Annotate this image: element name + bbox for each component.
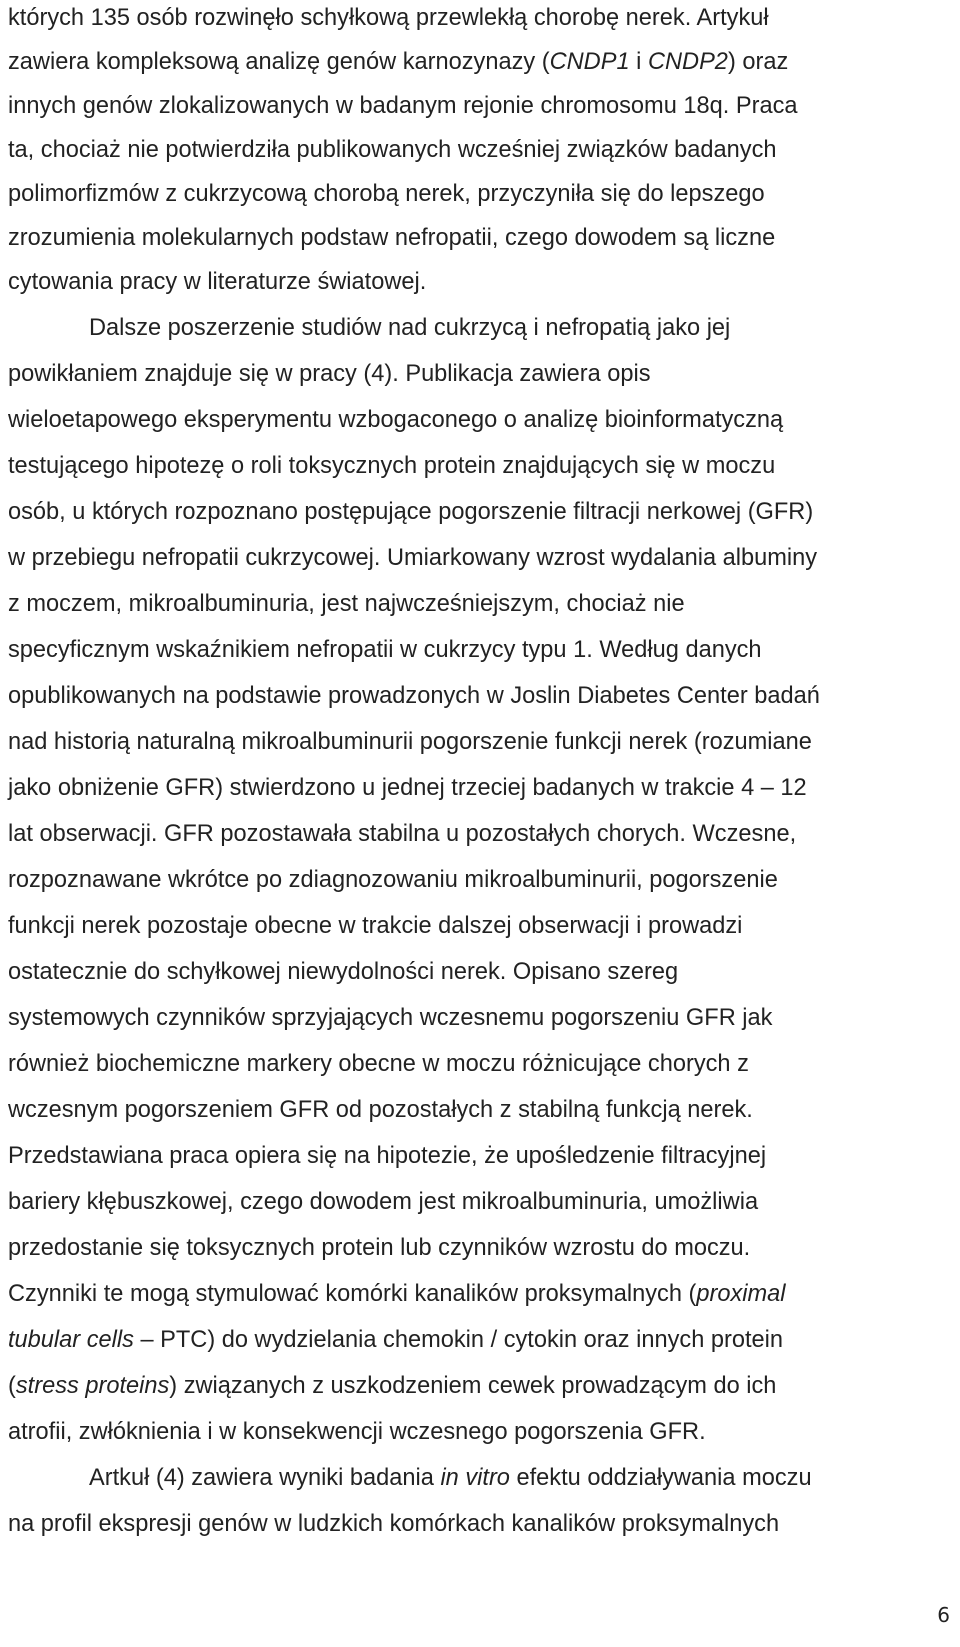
text-line: zawiera kompleksową analizę genów karnozynazy (CNDP1 i CNDP2) oraz <box>8 49 789 75</box>
text-line: wieloetapowego eksperymentu wzbogaconego o analizę bioinformatyczną <box>8 407 784 433</box>
text-line: tubular cells – PTC) do wydzielania chemokin / cytokin oraz innych protein <box>8 1327 784 1353</box>
text-line: powikłaniem znajduje się w pracy (4). Publikacja zawiera opis <box>8 361 651 387</box>
text-line: wczesnym pogorszeniem GFR od pozostałych z stabilną funkcją nerek. <box>8 1097 753 1123</box>
text-line: ostatecznie do schyłkowej niewydolności nerek. Opisano szereg <box>8 959 679 985</box>
text-line: lat obserwacji. GFR pozostawała stabilna u pozostałych chorych. Wczesne, <box>8 821 797 847</box>
text-line: polimorfizmów z cukrzycową chorobą nerek, przyczyniła się do lepszego <box>8 181 765 207</box>
text-line: na profil ekspresji genów w ludzkich komórkach kanalików proksymalnych <box>8 1511 780 1537</box>
page-number: 6 <box>937 1603 950 1627</box>
text-line: w przebiegu nefropatii cukrzycowej. Umiarkowany wzrost wydalania albuminy <box>8 545 818 571</box>
text-line: specyficznym wskaźnikiem nefropatii w cukrzycy typu 1. Według danych <box>8 637 762 663</box>
text-line: również biochemiczne markery obecne w moczu różnicujące chorych z <box>8 1051 749 1077</box>
text-line: (stress proteins) związanych z uszkodzeniem cewek prowadzącym do ich <box>8 1373 777 1399</box>
text-line: Dalsze poszerzenie studiów nad cukrzycą i nefropatią jako jej <box>89 315 731 341</box>
text-line: zrozumienia molekularnych podstaw nefropatii, czego dowodem są liczne <box>8 225 776 251</box>
text-line: Czynniki te mogą stymulować komórki kanalików proksymalnych (proximal <box>8 1281 786 1307</box>
text-line: rozpoznawane wkrótce po zdiagnozowaniu mikroalbuminurii, pogorszenie <box>8 867 778 893</box>
text-line: osób, u których rozpoznano postępujące pogorszenie filtracji nerkowej (GFR) <box>8 499 814 525</box>
text-line: testującego hipotezę o roli toksycznych protein znajdujących się w moczu <box>8 453 776 479</box>
text-line: funkcji nerek pozostaje obecne w trakcie dalszej obserwacji i prowadzi <box>8 913 743 939</box>
text-line: atrofii, zwłóknienia i w konsekwencji wczesnego pogorszenia GFR. <box>8 1419 706 1445</box>
text-line: których 135 osób rozwinęło schyłkową przewlekłą chorobę nerek. Artykuł <box>8 5 769 31</box>
text-line: nad historią naturalną mikroalbuminurii pogorszenie funkcji nerek (rozumiane <box>8 729 812 755</box>
text-line: Artkuł (4) zawiera wyniki badania in vitro efektu oddziaływania moczu <box>89 1465 812 1491</box>
text-line: przedostanie się toksycznych protein lub czynników wzrostu do moczu. <box>8 1235 751 1261</box>
text-line: systemowych czynników sprzyjających wczesnemu pogorszeniu GFR jak <box>8 1005 773 1031</box>
text-line: cytowania pracy w literaturze światowej. <box>8 269 427 295</box>
text-line: Przedstawiana praca opiera się na hipotezie, że upośledzenie filtracyjnej <box>8 1143 767 1169</box>
text-line: innych genów zlokalizowanych w badanym rejonie chromosomu 18q. Praca <box>8 93 798 119</box>
text-line: opublikowanych na podstawie prowadzonych w Joslin Diabetes Center badań <box>8 683 820 709</box>
text-line: z moczem, mikroalbuminuria, jest najwcześniejszym, chociaż nie <box>8 591 685 617</box>
text-line: jako obniżenie GFR) stwierdzono u jednej trzeciej badanych w trakcie 4 – 12 <box>8 775 807 801</box>
text-line: ta, chociaż nie potwierdziła publikowanych wcześniej związków badanych <box>8 137 777 163</box>
text-line: bariery kłębuszkowej, czego dowodem jest mikroalbuminuria, umożliwia <box>8 1189 759 1215</box>
